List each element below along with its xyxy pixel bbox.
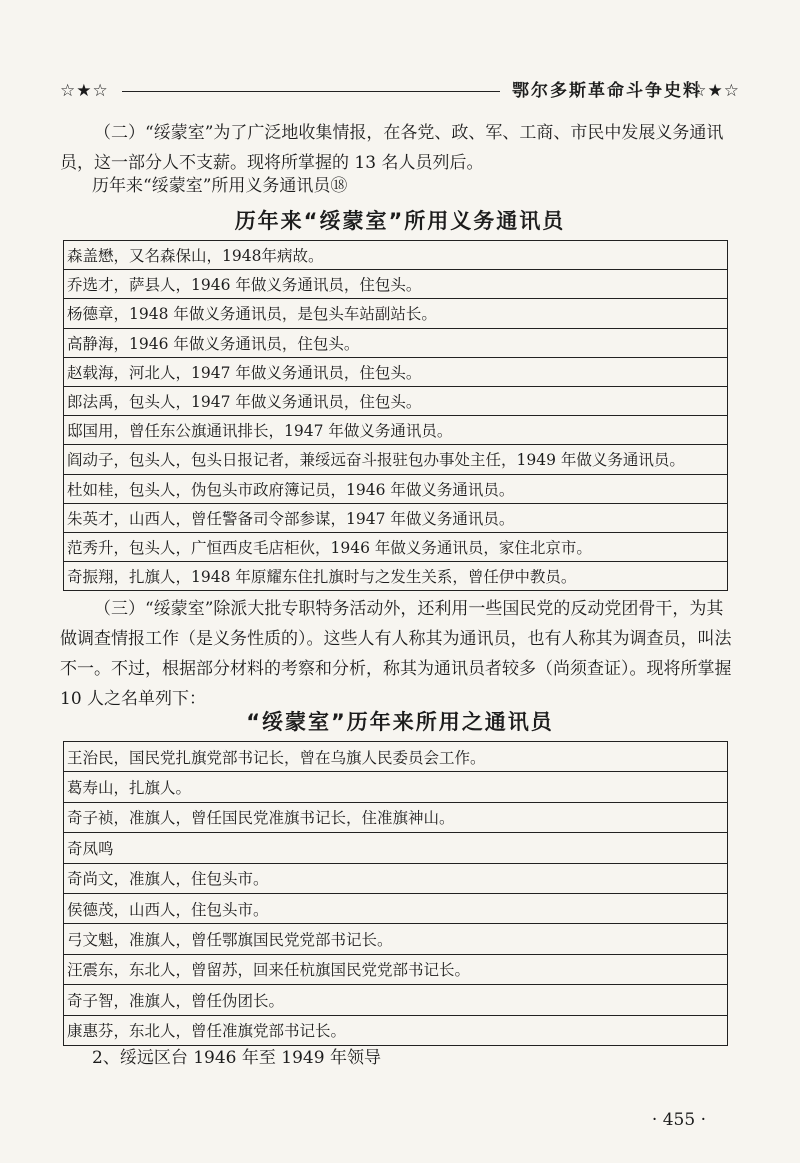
table-row bbox=[64, 742, 728, 772]
table-cell: 森盖懋，又名森保山，1948年病故。 bbox=[64, 241, 728, 270]
table-cell: 康惠芬，东北人，曾任准旗党部书记长。 bbox=[64, 1015, 728, 1045]
table-cell: 奇子祯，准旗人，曾任国民党准旗书记长，住准旗神山。 bbox=[64, 802, 728, 832]
table-cell: 杨德章，1948 年做义务通讯员，是包头车站副站长。 bbox=[64, 299, 728, 328]
header-stars-right: ☆★☆ bbox=[691, 81, 740, 101]
table-cell: 高静海，1946 年做义务通讯员，住包头。 bbox=[64, 328, 728, 357]
table-row bbox=[64, 802, 728, 832]
table-cell: 弓文魁，准旗人，曾任鄂旗国民党党部书记长。 bbox=[64, 924, 728, 954]
table-cell: 邸国用，曾任东公旗通讯排长，1947 年做义务通讯员。 bbox=[64, 416, 728, 445]
volunteer-correspondents-table bbox=[63, 240, 728, 591]
table-row bbox=[64, 863, 728, 893]
table-row bbox=[64, 270, 728, 299]
table-cell: 奇尚文，准旗人，住包头市。 bbox=[64, 863, 728, 893]
table-cell: 葛寿山，扎旗人。 bbox=[64, 772, 728, 802]
table-row bbox=[64, 386, 728, 415]
table-cell: 奇子智，准旗人，曾任伪团长。 bbox=[64, 985, 728, 1015]
table1-caption: 历年来“绥蒙室”所用义务通讯员⑱ bbox=[92, 176, 348, 196]
table1-title: 历年来“绥蒙室”所用义务通讯员 bbox=[234, 209, 566, 233]
table-cell: 杜如桂，包头人，伪包头市政府簿记员，1946 年做义务通讯员。 bbox=[64, 474, 728, 503]
table-cell: 朱英才，山西人，曾任警备司令部参谋，1947 年做义务通讯员。 bbox=[64, 503, 728, 532]
table-cell: 赵载海，河北人，1947 年做义务通讯员，住包头。 bbox=[64, 357, 728, 386]
correspondents-table bbox=[63, 741, 728, 1046]
table-row bbox=[64, 503, 728, 532]
table-row bbox=[64, 445, 728, 474]
table-row bbox=[64, 562, 728, 591]
table-row bbox=[64, 299, 728, 328]
table-row bbox=[64, 474, 728, 503]
paragraph-2: （二）“绥蒙室”为了广泛地收集情报，在各党、政、军、工商、市民中发展义务通讯员，这一部分人不支薪。现将所掌握的 13 名人员列后。 bbox=[60, 123, 724, 173]
table-row bbox=[64, 532, 728, 561]
table-cell: 王治民，国民党扎旗党部书记长，曾在乌旗人民委员会工作。 bbox=[64, 742, 728, 772]
header-stars-left: ☆★☆ bbox=[60, 81, 109, 101]
table-row bbox=[64, 328, 728, 357]
running-header bbox=[60, 78, 740, 104]
table-cell: 奇振翔，扎旗人，1948 年原耀东住扎旗时与之发生关系，曾任伊中教员。 bbox=[64, 562, 728, 591]
table-row bbox=[64, 833, 728, 863]
table-cell: 汪震东，东北人，曾留苏，回来任杭旗国民党党部书记长。 bbox=[64, 954, 728, 984]
table-row bbox=[64, 985, 728, 1015]
table-row bbox=[64, 357, 728, 386]
table-cell: 乔选才，萨县人，1946 年做义务通讯员，住包头。 bbox=[64, 270, 728, 299]
table-cell: 侯德茂，山西人，住包头市。 bbox=[64, 893, 728, 923]
table2-title: “绥蒙室”历年来所用之通讯员 bbox=[246, 710, 554, 734]
table-cell: 奇凤鸣 bbox=[64, 833, 728, 863]
table-row bbox=[64, 1015, 728, 1045]
table-row bbox=[64, 924, 728, 954]
table-cell: 郎法禹，包头人，1947 年做义务通讯员，住包头。 bbox=[64, 386, 728, 415]
table-row bbox=[64, 893, 728, 923]
table-row bbox=[64, 416, 728, 445]
table-cell: 范秀升，包头人，广恒西皮毛店柜伙，1946 年做义务通讯员，家住北京市。 bbox=[64, 532, 728, 561]
page-number: · 455 · bbox=[651, 1110, 706, 1130]
table-row bbox=[64, 954, 728, 984]
table-cell: 阎动子，包头人，包头日报记者，兼绥远奋斗报驻包办事处主任，1949 年做义务通讯员。 bbox=[64, 445, 728, 474]
section-heading: 2、绥远区台 1946 年至 1949 年领导 bbox=[92, 1048, 381, 1068]
header-rule bbox=[122, 91, 500, 92]
paragraph-3: （三）“绥蒙室”除派大批专职特务活动外，还利用一些国民党的反动党团骨干，为其做调查情报工作（是义务性质的）。这些人有人称其为通讯员，也有人称其为调查员，叫法不一。不过，根据部分材料的考察和分析，称其为通讯员者较多（尚须查证）。现将所掌握 10 人之名单列下： bbox=[60, 599, 732, 709]
table-row bbox=[64, 772, 728, 802]
header-title: 鄂尔多斯革命斗争史料 bbox=[512, 81, 702, 101]
table-row bbox=[64, 241, 728, 270]
